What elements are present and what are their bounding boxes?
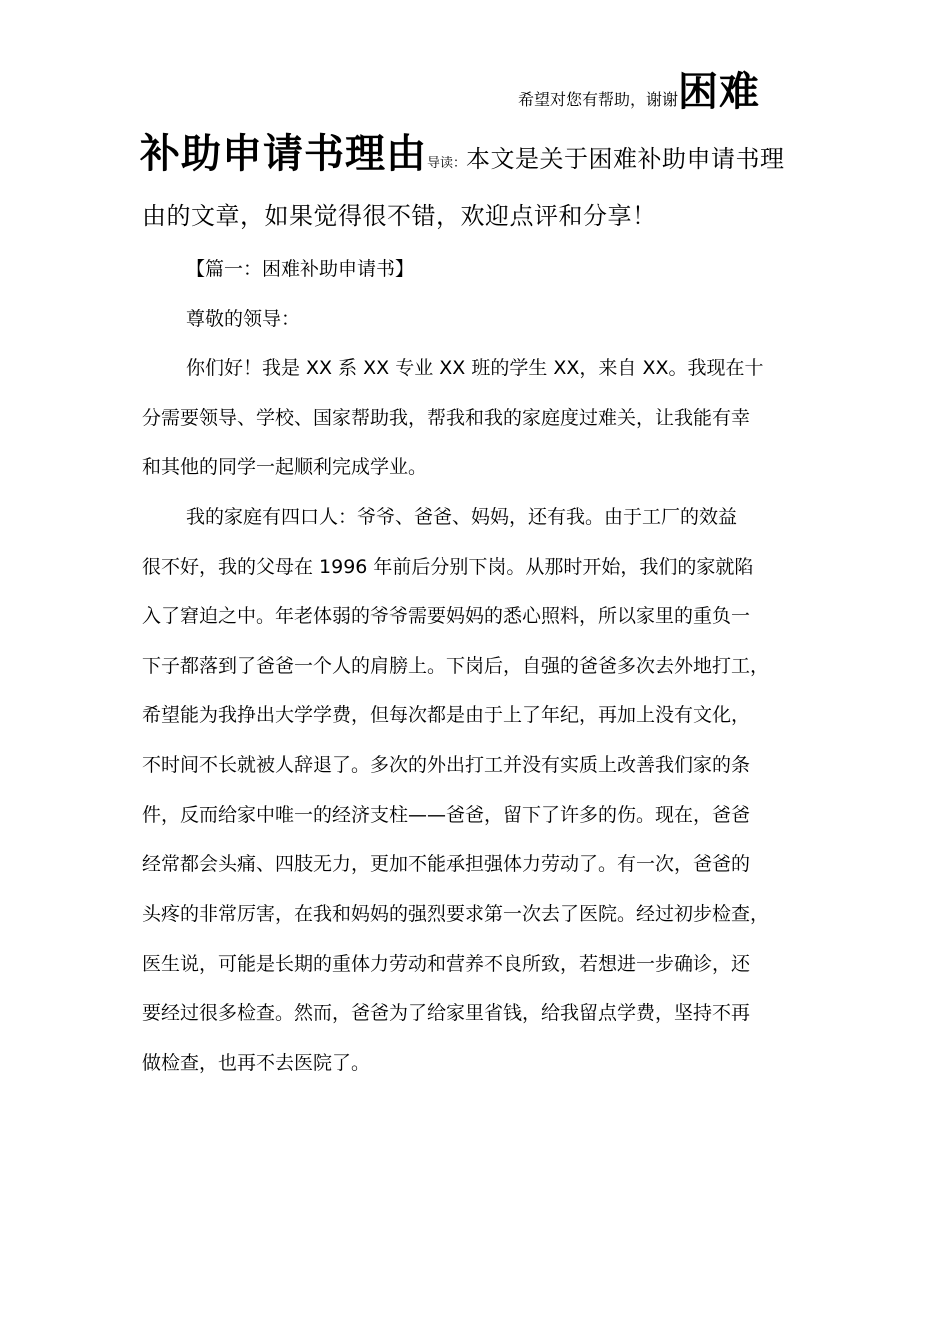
header-note: 希望对您有帮助，谢谢 [518,90,679,109]
lead-text-continued: 由的文章，如果觉得很不错，欢迎点评和分享！ [142,202,657,230]
paragraph-1-line: 你们好！我是 XX 系 XX 专业 XX 班的学生 XX，来自 XX。我现在十 [186,357,764,379]
paragraph-2-line: 入了窘迫之中。年老体弱的爷爷需要妈妈的悉心照料，所以家里的重负一 [142,605,751,627]
paragraph-2-line: 头疼的非常厉害，在我和妈妈的强烈要求第一次去了医院。经过初步检查， [142,903,770,925]
title-line [140,126,785,182]
paragraph-2-line: 要经过很多检查。然而，爸爸为了给家里省钱，给我留点学费，坚持不再 [142,1002,751,1024]
paragraph-1-line: 分需要领导、学校、国家帮助我，帮我和我的家庭度过难关，让我能有幸 [142,407,751,429]
lead-text: 本文是关于困难补助申请书理 [466,145,785,173]
lead-label: 导读： [427,156,467,171]
section-heading: 【篇一：困难补助申请书】 [186,258,415,280]
paragraph-2-line: 经常都会头痛、四肢无力，更加不能承担强体力劳动了。有一次，爸爸的 [142,853,751,875]
paragraph-2-line: 下子都落到了爸爸一个人的肩膀上。下岗后，自强的爸爸多次去外地打工， [142,655,770,677]
paragraph-2-line: 做检查，也再不去医院了。 [142,1052,371,1074]
paragraph-1-line: 和其他的同学一起顺利完成学业。 [142,456,428,478]
document-title-start: 困难 [678,69,761,115]
paragraph-2-line: 不时间不长就被人辞退了。多次的外出打工并没有实质上改善我们家的条 [142,754,751,776]
salutation: 尊敬的领导： [186,308,301,330]
paragraph-2-line: 医生说，可能是长期的重体力劳动和营养不良所致，若想进一步确诊，还 [142,953,751,975]
paragraph-2-line: 我的家庭有四口人：爷爷、爸爸、妈妈，还有我。由于工厂的效益 [186,506,738,528]
paragraph-2-line: 件，反而给家中唯一的经济支柱——爸爸，留下了许多的伤。现在，爸爸 [142,804,751,826]
paragraph-2-line: 很不好，我的父母在 1996 年前后分别下岗。从那时开始，我们的家就陷 [142,556,754,578]
header-line [518,64,760,120]
paragraph-2-line: 希望能为我挣出大学学费，但每次都是由于上了年纪，再加上没有文化， [142,704,751,726]
document-title-end: 补助申请书理由 [140,131,427,177]
